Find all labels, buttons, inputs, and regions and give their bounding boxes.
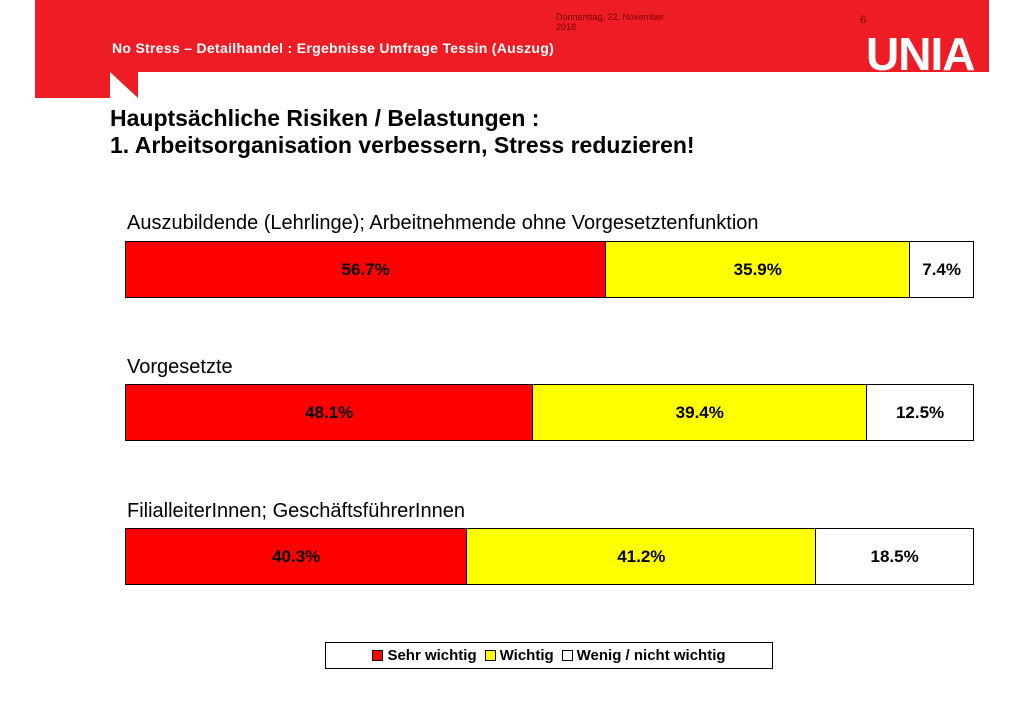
legend-swatch-red bbox=[372, 650, 383, 661]
stacked-bar bbox=[125, 384, 974, 441]
legend-item-wichtig bbox=[485, 647, 554, 664]
bar-segment: 40.3% bbox=[126, 529, 467, 584]
legend-label: Sehr wichtig bbox=[387, 647, 477, 664]
slide-subtitle: No Stress – Detailhandel : Ergebnisse Umfrage Tessin (Auszug) bbox=[112, 40, 555, 56]
stacked-bar bbox=[125, 528, 974, 585]
logo-text: UNIA bbox=[866, 28, 975, 74]
bar-segment: 56.7% bbox=[126, 242, 606, 297]
header-notch bbox=[35, 72, 110, 98]
legend-swatch-white bbox=[562, 650, 573, 661]
legend-label: Wichtig bbox=[499, 647, 554, 664]
bar-segment: 18.5% bbox=[816, 529, 973, 584]
stacked-bar bbox=[125, 241, 974, 298]
bar-segment: 41.2% bbox=[467, 529, 816, 584]
category-label: Auszubildende (Lehrlinge); Arbeitnehmende ohne Vorgesetztenfunktion bbox=[127, 212, 759, 234]
legend-swatch-yellow bbox=[485, 650, 496, 661]
legend-label: Wenig / nicht wichtig bbox=[576, 647, 726, 664]
header-band bbox=[35, 0, 989, 72]
bar-segment: 39.4% bbox=[533, 385, 867, 440]
bar-segment: 12.5% bbox=[867, 385, 973, 440]
unia-logo-icon bbox=[866, 26, 990, 74]
slide-date: Donnerstag, 22. November 2018 bbox=[556, 12, 665, 32]
bar-segment: 7.4% bbox=[910, 242, 973, 297]
legend-item-sehr-wichtig bbox=[372, 647, 476, 664]
category-label: Vorgesetzte bbox=[127, 356, 233, 378]
category-label: FilialleiterInnen; GeschäftsführerInnen bbox=[127, 500, 465, 522]
title-line-2: 1. Arbeitsorganisation verbessern, Stress reduzieren! bbox=[110, 132, 695, 158]
legend-item-wenig bbox=[562, 647, 726, 664]
title-line-1: Hauptsächliche Risiken / Belastungen : bbox=[110, 105, 540, 131]
chart-legend bbox=[325, 642, 773, 669]
bar-segment: 48.1% bbox=[126, 385, 533, 440]
page-number: 6 bbox=[860, 14, 867, 26]
header-notch-corner bbox=[110, 72, 138, 98]
page-title bbox=[110, 105, 990, 159]
bar-segment: 35.9% bbox=[606, 242, 910, 297]
